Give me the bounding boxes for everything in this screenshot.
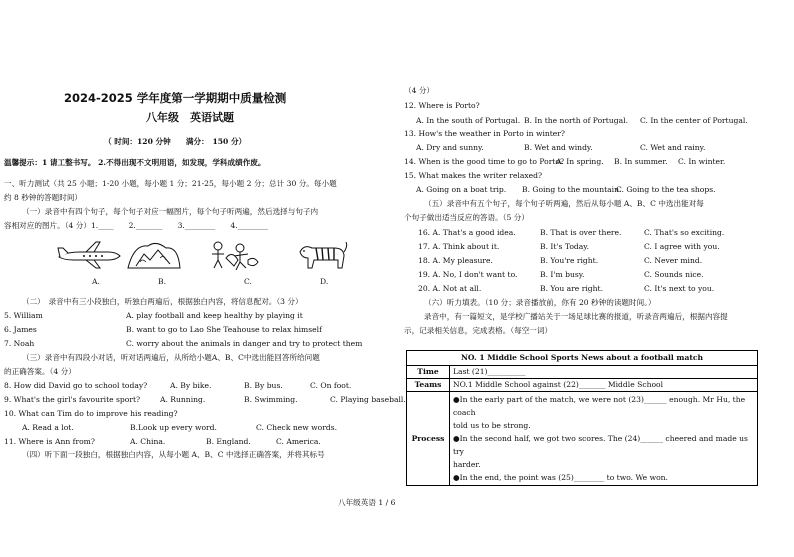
q10-option-a: A. Read a lot.	[22, 423, 74, 432]
resp-17-b: B. It's Today.	[540, 242, 589, 251]
exam-subtitle: 八年级 英语试题	[146, 111, 234, 124]
process-line-5: ●In the end, the point was (25)________ to two. We won.	[453, 473, 668, 482]
resp-18-c: C. Never mind.	[644, 256, 703, 265]
page-footer: 八年级英语 1 / 6	[338, 498, 396, 507]
q9-question: 9. What's the girl's favourite sport?	[4, 395, 141, 404]
tip-line: 温馨提示：1 请工整书写。 2.不得出现不文明用语，如发现，学科成绩作废。	[4, 158, 266, 167]
q14-option-b: B. In summer.	[614, 157, 668, 166]
resp-20-a: 20. A. Not at all.	[418, 284, 482, 293]
table-title: NO. 1 Middle School Sports News about a football match	[407, 351, 758, 366]
q13-question: 13. How's the weather in Porto in winter?	[404, 129, 566, 138]
time-line: （ 时间：120 分钟 满分： 150 分）	[104, 137, 247, 146]
q14-option-c: C. In winter.	[678, 157, 726, 166]
pic-label-b: B.	[158, 277, 166, 286]
q12-question: 12. Where is Porto?	[404, 101, 480, 110]
q15-option-b: B. Going to the mountain.	[522, 185, 622, 194]
q12-option-b: B. In the north of Portugal.	[524, 116, 628, 125]
q13-option-a: A. Dry and sunny.	[416, 143, 484, 152]
time-value: Last (21)__________	[450, 366, 758, 379]
part6-line2: 录音中，有一篇短文，是学校广播站关于一场足球比赛的报道，听录音两遍后，根据内容提	[424, 312, 728, 321]
q8-option-a: A. By bike.	[170, 381, 212, 390]
resp-20-b: B. You are right.	[540, 284, 603, 293]
table-row	[407, 379, 758, 392]
q10-question: 10. What can Tim do to improve his reading?	[4, 409, 178, 418]
q8-question: 8. How did David go to school today?	[4, 381, 148, 390]
match-name-7: 7. Noah	[4, 339, 35, 348]
match-opt-a: A. play football and keep healthy by playing it	[126, 311, 303, 320]
sports-news-table	[406, 350, 758, 486]
teams-value: NO.1 Middle School against (22)_______ Middle School	[450, 379, 758, 392]
q15-question: 15. What makes the writer relaxed?	[404, 171, 543, 180]
part1-line2: 容相对应的图片。（4 分）1.____ 2._______ 3.________ 4.________	[4, 221, 269, 230]
part5-line2: 个句子做出适当反应的答语。（5 分）	[404, 213, 529, 222]
q10-option-b: B.Look up every word.	[130, 423, 217, 432]
resp-17-a: 17. A. Think about it.	[418, 242, 500, 251]
pic-label-c: C.	[244, 277, 252, 286]
resp-17-c: C. I agree with you.	[644, 242, 720, 251]
process-line-2: told us to be strong.	[453, 421, 531, 430]
q11-option-b: B. England.	[206, 437, 251, 446]
right-top-score: （4 分）	[404, 86, 435, 95]
resp-16-b: B. That is over there.	[540, 228, 622, 237]
process-cell	[450, 392, 758, 486]
time-label: Time	[407, 366, 450, 379]
tiger-icon	[296, 238, 348, 272]
process-line-1: ●In the early part of the match, we were not (23)______ enough. Mr Hu, the coach	[453, 395, 746, 417]
table-row	[407, 392, 758, 486]
part6-line3: 示，记录相关信息，完成表格。（每空一词）	[404, 326, 553, 335]
q11-question: 11. Where is Ann from?	[4, 437, 95, 446]
q15-option-a: A. Going on a boat trip.	[416, 185, 507, 194]
resp-19-b: B. I'm busy.	[540, 270, 585, 279]
part5-line1: （五）录音中有五个句子，每个句子听两遍，然后从每小题 A、B、C 中选出能对每	[424, 199, 704, 208]
q14-option-a: A. In spring.	[556, 157, 604, 166]
part3-line2: 的正确答案。（4 分）	[4, 367, 76, 376]
table-row	[407, 351, 758, 366]
pic-label-d: D.	[320, 277, 329, 286]
q8-option-c: C. On foot.	[310, 381, 352, 390]
process-line-3: ●In the second half, we got two scores. The (24)______ cheered and made us try	[453, 434, 748, 456]
q13-option-c: C. Wet and rainy.	[640, 143, 706, 152]
q15-option-c: C. Going to the tea shops.	[616, 185, 716, 194]
exam-title: 2024-2025 学年度第一学期期中质量检测	[64, 91, 287, 105]
q10-option-c: C. Check new words.	[256, 423, 338, 432]
landscape-picture-icon	[126, 238, 182, 272]
resp-18-a: 18. A. My pleasure.	[418, 256, 493, 265]
match-name-6: 6. James	[4, 325, 37, 334]
match-opt-c: C. worry about the animals in danger and try to protect them	[126, 339, 363, 348]
process-line-4: harder.	[453, 460, 481, 469]
part1-line1: （一）录音中有四个句子，每个句子对应一幅图片，每个句子听两遍，然后选择与句子内	[22, 207, 319, 216]
part6-line1: （六）听力填表。（10 分；录音播放前，你有 20 秒钟的读题时间。）	[424, 298, 656, 307]
match-name-5: 5. William	[4, 311, 43, 320]
part2-line: （二） 录音中有三小段独白，听独白两遍后，根据独白内容，将信息配对。（3 分）	[22, 297, 303, 306]
q9-option-c: C. Playing baseball.	[330, 395, 406, 404]
resp-16-a: 16. A. That's a good idea.	[418, 228, 516, 237]
pic-label-a: A.	[92, 277, 100, 286]
q9-option-a: A. Running.	[160, 395, 206, 404]
section1-line2: 约 8 秒钟的答题时间）	[4, 193, 83, 202]
q13-option-b: B. Wet and windy.	[524, 143, 593, 152]
q14-question: 14. When is the good time to go to Porto?	[404, 157, 565, 166]
part3-line1: （三）录音中有四段小对话，听对话两遍后，从所给小题A、B、C中选出能回答所给问题	[22, 353, 320, 362]
q12-option-a: A. In the south of Portugal.	[416, 116, 521, 125]
airplane-icon	[56, 240, 126, 270]
section1-line1: 一、听力测试（共 25 小题；1-20 小题，每小题 1 分；21-25，每小题 2 分；总计 30 分。每小题	[4, 179, 337, 188]
q11-option-c: C. America.	[276, 437, 321, 446]
resp-18-b: B. You're right.	[540, 256, 599, 265]
q12-option-c: C. In the center of Portugal.	[640, 116, 748, 125]
teams-label: Teams	[407, 379, 450, 392]
part4-line: （四）听下面一段独白，根据独白内容，从每小题 A、B、C 中选择正确答案，并将其标号	[22, 450, 325, 459]
resp-16-c: C. That's so exciting.	[644, 228, 725, 237]
q9-option-b: B. Swimming.	[244, 395, 298, 404]
resp-19-c: C. Sounds nice.	[644, 270, 704, 279]
resp-20-c: C. It's next to you.	[644, 284, 715, 293]
people-scene-icon	[204, 238, 260, 272]
process-label: Process	[407, 392, 450, 486]
resp-19-a: 19. A. No, I don't want to.	[418, 270, 518, 279]
q11-option-a: A. China.	[130, 437, 166, 446]
table-row	[407, 366, 758, 379]
q8-option-b: B. By bus.	[244, 381, 283, 390]
match-opt-b: B. want to go to Lao She Teahouse to relax himself	[126, 325, 322, 334]
